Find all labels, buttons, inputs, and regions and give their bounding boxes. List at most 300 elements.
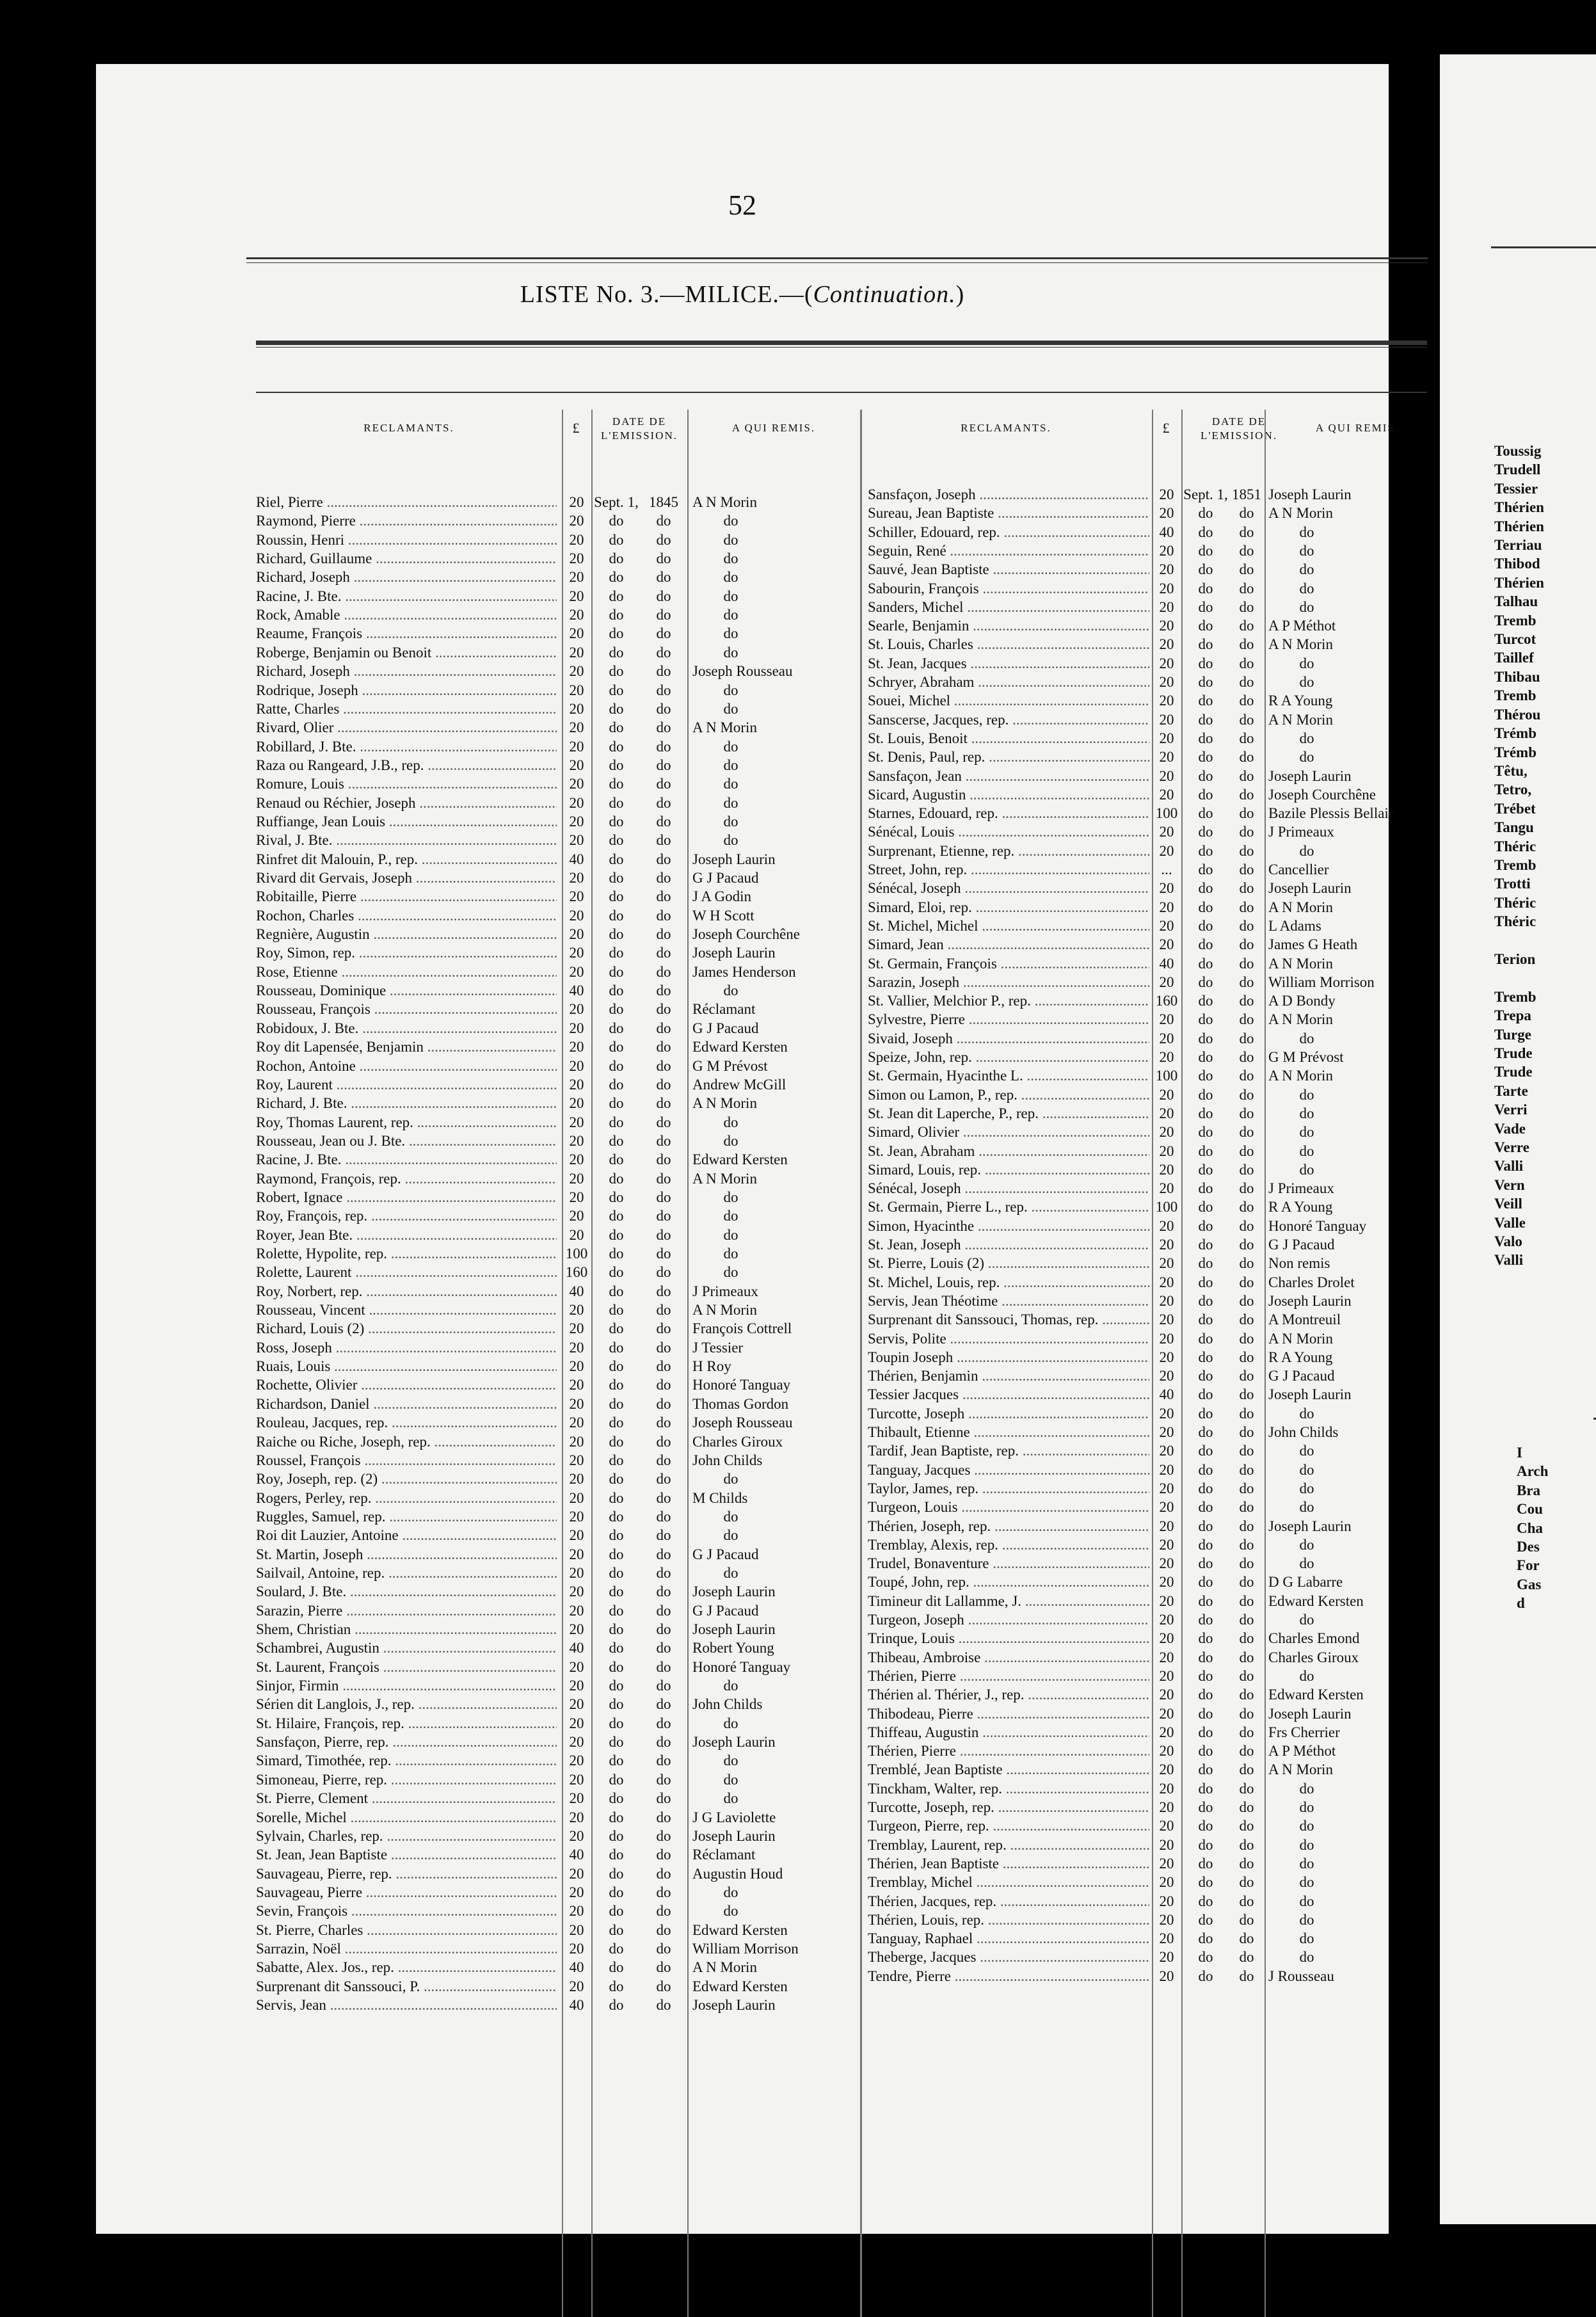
issue-year: do (1239, 1349, 1254, 1365)
issue-year: do (1239, 1368, 1254, 1384)
amount-pounds: 20 (569, 1903, 584, 1920)
issue-year: do (1239, 1536, 1254, 1553)
remitted-to: do (723, 625, 738, 642)
issue-date: do (609, 907, 624, 924)
amount-pounds: 20 (1159, 655, 1174, 671)
issue-date: do (1198, 1930, 1213, 1947)
issue-year: do (656, 1752, 671, 1769)
amount-pounds: 20 (569, 700, 584, 717)
issue-date: do (609, 1471, 624, 1487)
issue-year: do (1239, 524, 1254, 540)
claimant-name: Sauvageau, Pierre, rep. ..... (256, 1864, 557, 1883)
remitted-to: Réclamant (692, 1001, 756, 1018)
amount-pounds: 20 (1159, 1499, 1174, 1516)
issue-date: do (1198, 1030, 1213, 1046)
issue-year: do (656, 1602, 671, 1619)
side-list-item: Thérou (1494, 706, 1541, 723)
side-list-item: Tremb (1494, 856, 1536, 873)
issue-year: do (1239, 1724, 1254, 1740)
issue-year: do (1239, 1480, 1254, 1496)
issue-date: do (1198, 1499, 1213, 1516)
amount-pounds: 40 (569, 1847, 584, 1863)
claimant-name: Sanscerse, Jacques, rep. ..... (868, 710, 1149, 729)
claimant-name: St. Pierre, Louis (2) ..... (868, 1254, 1149, 1272)
claimant-name: Surprenant, Etienne, rep. ..... (868, 842, 1149, 860)
amount-pounds: 20 (569, 1865, 584, 1882)
amount-pounds: 20 (1159, 1836, 1174, 1853)
issue-date: do (609, 1771, 624, 1788)
issue-date: do (609, 719, 624, 736)
amount-pounds: 20 (1159, 1555, 1174, 1572)
issue-date: do (1198, 1292, 1213, 1309)
issue-year: do (656, 1527, 671, 1544)
issue-year: do (656, 569, 671, 586)
side-list-item: Valli (1494, 1252, 1524, 1269)
issue-date: do (1198, 693, 1213, 709)
issue-date: do (609, 1903, 624, 1920)
side-list-item: Têtu, (1494, 762, 1528, 779)
table-row (256, 1217, 1421, 1235)
issue-date: do (609, 1997, 624, 2013)
table-row (256, 1667, 1421, 1685)
amount-pounds: 20 (569, 1471, 584, 1487)
amount-pounds: 20 (1159, 1368, 1174, 1384)
issue-date: do (609, 569, 624, 586)
amount-pounds: 20 (569, 1527, 584, 1544)
amount-pounds: 20 (1159, 1893, 1174, 1909)
claimant-name: Ruais, Louis ..... (256, 1357, 557, 1375)
issue-date: do (609, 682, 624, 698)
amount-pounds: 20 (1159, 542, 1174, 559)
side-list-item: Théric (1494, 894, 1536, 911)
remitted-to: Charles Drolet (1268, 1274, 1355, 1290)
table-row (256, 729, 1421, 748)
remitted-to: H Roy (692, 1358, 731, 1375)
remitted-to: A N Morin (1268, 899, 1333, 915)
issue-year: do (656, 1471, 671, 1487)
issue-date: do (1198, 1386, 1213, 1403)
claimant-name: Thibeau, Ambroise ..... (868, 1648, 1149, 1667)
table-row (256, 822, 1421, 841)
issue-year: do (656, 700, 671, 717)
amount-pounds: 20 (569, 1057, 584, 1074)
remitted-to: do (723, 1114, 738, 1130)
issue-date: do (609, 1095, 624, 1112)
remitted-to: A N Morin (692, 1302, 757, 1319)
claimant-name: Thérien, Pierre ..... (868, 1667, 1149, 1685)
issue-year: do (1239, 1612, 1254, 1628)
table-row (256, 1066, 1421, 1085)
remitted-to: do (723, 757, 738, 773)
header-pound-left: £ (572, 420, 581, 436)
header-reclamants-left: RECLAMANTS. (363, 422, 454, 434)
amount-pounds: 20 (569, 1452, 584, 1468)
claimant-name: Turgeon, Joseph ..... (868, 1610, 1149, 1629)
issue-date: do (609, 625, 624, 642)
claimant-name: Sabourin, François ..... (868, 579, 1149, 598)
issue-year: do (656, 1489, 671, 1506)
issue-year: do (656, 1658, 671, 1675)
remitted-to: do (723, 1771, 738, 1788)
table-row (256, 1142, 1421, 1160)
issue-year: do (656, 776, 671, 792)
remitted-to: do (1299, 1105, 1314, 1121)
amount-pounds: 20 (1159, 1780, 1174, 1797)
claimant-name: Sivaid, Joseph ..... (868, 1029, 1149, 1048)
claimant-name: Tanguay, Raphael ..... (868, 1929, 1149, 1948)
side-bottom-item: Arch (1517, 1463, 1549, 1480)
table-row (256, 1592, 1421, 1610)
claimant-name: Sansfaçon, Joseph ..... (868, 485, 1149, 504)
side-list-item: Tessier (1494, 480, 1538, 497)
side-list-item: Trémb (1494, 725, 1537, 742)
remitted-to: do (723, 513, 738, 529)
amount-pounds: 20 (569, 1583, 584, 1600)
table-row (256, 1198, 1421, 1216)
claimant-name: St. Denis, Paul, rep. ..... (868, 748, 1149, 766)
remitted-to: G M Prévost (1268, 1049, 1344, 1065)
claimant-name: Raiche ou Riche, Joseph, rep. ..... (256, 1432, 557, 1451)
issue-date: do (1198, 1330, 1213, 1347)
amount-pounds: 20 (1159, 1705, 1174, 1722)
header-remis-right: A QUI REMIS. (1315, 422, 1400, 434)
issue-year: do (1239, 542, 1254, 559)
issue-year: do (1239, 786, 1254, 803)
issue-date: do (609, 531, 624, 548)
claimant-name: Sauvageau, Pierre ..... (256, 1883, 557, 1902)
remitted-to: do (1299, 1161, 1314, 1178)
claimant-name: Robert, Ignace ..... (256, 1188, 557, 1207)
remitted-to: do (723, 776, 738, 792)
table-row (256, 1479, 1421, 1498)
amount-pounds: 20 (1159, 1311, 1174, 1328)
issue-date: do (1198, 1687, 1213, 1703)
amount-pounds: 20 (569, 1940, 584, 1957)
claimant-name: St. Michel, Louis, rep. ..... (868, 1273, 1149, 1292)
claimant-name: Rivard, Olier ..... (256, 718, 557, 737)
amount-pounds: 40 (569, 1997, 584, 2013)
table-row (256, 598, 1421, 616)
issue-date: do (1198, 711, 1213, 728)
table-row (256, 1123, 1421, 1141)
claimant-name: St. Jean dit Laperche, P., rep. ..... (868, 1104, 1149, 1123)
side-list-item: Valo (1494, 1233, 1522, 1250)
issue-date: do (609, 1151, 624, 1168)
amount-pounds: 20 (569, 1715, 584, 1731)
claimant-name: Servis, Jean Théotime ..... (868, 1292, 1149, 1310)
side-bottom-list (1517, 1443, 1548, 1613)
remitted-to: J Primeaux (1268, 1180, 1334, 1197)
remitted-to: A N Morin (692, 1170, 757, 1187)
table-row (256, 1329, 1421, 1348)
issue-year: do (1239, 1705, 1254, 1722)
remitted-to: Augustin Houd (692, 1865, 783, 1882)
table-row (256, 879, 1421, 897)
page-title (96, 280, 1389, 309)
amount-pounds: 20 (569, 550, 584, 567)
table-row (256, 1385, 1421, 1404)
remitted-to: Edward Kersten (692, 1039, 788, 1055)
issue-year: do (1239, 1461, 1254, 1478)
claimant-name: Trinque, Louis ..... (868, 1629, 1149, 1648)
remitted-to: do (1299, 842, 1314, 859)
remitted-to: Joseph Rousseau (692, 1415, 793, 1431)
claimant-name: Street, John, rep. ..... (868, 860, 1149, 879)
remitted-to: Andrew McGill (692, 1076, 786, 1093)
issue-date: do (1198, 1574, 1213, 1591)
claimant-name: St. Martin, Joseph ..... (256, 1545, 557, 1564)
issue-year: do (1239, 693, 1254, 709)
claimant-name: Turgeon, Pierre, rep. ..... (868, 1816, 1149, 1835)
issue-year: 1845 (649, 494, 678, 510)
issue-year: do (656, 1170, 671, 1187)
claimant-name: Soulard, J. Bte. ..... (256, 1582, 557, 1601)
amount-pounds: 20 (569, 1546, 584, 1562)
claimant-name: Toupin Joseph ..... (868, 1348, 1149, 1367)
issue-date: do (609, 888, 624, 905)
amount-pounds: 20 (1159, 1349, 1174, 1365)
claimant-name: Turcotte, Joseph, rep. ..... (868, 1798, 1149, 1816)
remitted-to: do (1299, 1030, 1314, 1046)
adjacent-page-fragment (1440, 54, 1596, 2224)
claimant-name: Turcotte, Joseph ..... (868, 1404, 1149, 1423)
amount-pounds: 40 (569, 1283, 584, 1299)
table-row (256, 1873, 1421, 1891)
table-row (256, 1029, 1421, 1048)
issue-date: do (1198, 1836, 1213, 1853)
issue-year: do (1239, 1743, 1254, 1760)
remitted-to: do (1299, 1461, 1314, 1478)
issue-date: do (609, 1001, 624, 1018)
issue-year: do (656, 1114, 671, 1130)
issue-date: do (1198, 505, 1213, 522)
amount-pounds: 20 (569, 1020, 584, 1036)
issue-date: do (609, 1189, 624, 1205)
issue-year: do (656, 1621, 671, 1637)
claimant-name: Surprenant dit Sanssouci, Thomas, rep. ..... (868, 1310, 1149, 1329)
issue-date: do (609, 1809, 624, 1825)
table-row (256, 1948, 1421, 1966)
remitted-to: Honoré Tanguay (692, 1658, 791, 1675)
issue-year: do (656, 1959, 671, 1976)
table-row (256, 767, 1421, 785)
issue-year: do (1239, 767, 1254, 784)
claimant-name: Rodrique, Joseph ..... (256, 681, 557, 700)
title-end: ) (955, 281, 965, 308)
issue-date: do (1198, 1105, 1213, 1121)
issue-year: do (1239, 1011, 1254, 1028)
remitted-to: John Childs (1268, 1424, 1339, 1440)
table-row (256, 1441, 1421, 1460)
issue-date: do (1198, 1255, 1213, 1272)
table-row (256, 1760, 1421, 1779)
remitted-to: Joseph Courchêne (1268, 786, 1376, 803)
issue-date: do (609, 1978, 624, 1994)
amount-pounds: 20 (569, 1302, 584, 1319)
remitted-to: Joseph Laurin (692, 945, 776, 961)
amount-pounds: 20 (1159, 1086, 1174, 1103)
side-rule (1491, 246, 1596, 248)
table-row (256, 1742, 1421, 1760)
issue-date: do (1198, 1743, 1213, 1760)
issue-year: do (1239, 1030, 1254, 1046)
issue-year: do (1239, 711, 1254, 728)
remitted-to: Thomas Gordon (692, 1395, 789, 1412)
remitted-to: John Childs (692, 1452, 763, 1468)
issue-year: do (656, 1208, 671, 1224)
issue-date: do (609, 738, 624, 755)
remitted-to: do (723, 832, 738, 849)
issue-date: do (609, 1527, 624, 1544)
remitted-to: do (1299, 1142, 1314, 1159)
issue-year: do (656, 963, 671, 980)
table-row (256, 785, 1421, 804)
issue-year: do (1239, 636, 1254, 653)
amount-pounds: 20 (1159, 880, 1174, 897)
issue-year: do (656, 644, 671, 661)
remitted-to: A N Morin (692, 494, 757, 510)
issue-year: do (656, 1189, 671, 1205)
claimant-name: Tendre, Pierre ..... (868, 1967, 1149, 1985)
amount-pounds: 20 (569, 945, 584, 961)
remitted-to: J Primeaux (692, 1283, 758, 1299)
remitted-to: do (723, 644, 738, 661)
remitted-to: do (723, 738, 738, 755)
issue-year: do (656, 832, 671, 849)
issue-date: do (609, 1377, 624, 1393)
amount-pounds: 20 (569, 1489, 584, 1506)
remitted-to: do (723, 550, 738, 567)
remitted-to: A P Méthot (1268, 618, 1336, 634)
claimant-name: Tremblé, Jean Baptiste ..... (868, 1760, 1149, 1779)
side-list-item: Tangu (1494, 819, 1534, 836)
amount-pounds: 160 (565, 1264, 588, 1281)
remitted-to: do (723, 1508, 738, 1525)
claimant-name: Rousseau, Vincent ..... (256, 1301, 557, 1319)
side-list-item: Trémb (1494, 744, 1537, 760)
remitted-to: do (723, 1132, 738, 1149)
remitted-to: do (1299, 1086, 1314, 1103)
issue-date: do (609, 851, 624, 867)
amount-pounds: 20 (1159, 1612, 1174, 1628)
amount-pounds: 20 (1159, 1743, 1174, 1760)
side-list-item: Théric (1494, 838, 1536, 854)
table-row (256, 635, 1421, 653)
issue-date: do (609, 1320, 624, 1337)
issue-year: do (1239, 1499, 1254, 1516)
side-list-item: Thérien (1494, 574, 1544, 591)
issue-date: do (1198, 655, 1213, 671)
remitted-to: do (723, 1264, 738, 1281)
issue-year: do (1239, 936, 1254, 953)
issue-year: do (1239, 1911, 1254, 1928)
remitted-to: Joseph Rousseau (692, 663, 793, 680)
claimant-name: Roussel, François ..... (256, 1451, 557, 1470)
issue-date: do (1198, 1949, 1213, 1966)
amount-pounds: 20 (1159, 1667, 1174, 1684)
issue-date: do (1198, 1855, 1213, 1872)
issue-date: do (1198, 598, 1213, 615)
amount-pounds: 20 (569, 1433, 584, 1450)
amount-pounds: 20 (1159, 598, 1174, 615)
claimant-name: St. Pierre, Clement ..... (256, 1789, 557, 1808)
issue-year: do (656, 513, 671, 529)
claimant-name: Sansfaçon, Jean ..... (868, 767, 1149, 785)
issue-date: do (609, 757, 624, 773)
issue-date: do (1198, 636, 1213, 653)
remitted-to: Joseph Laurin (1268, 880, 1352, 897)
amount-pounds: 20 (1159, 505, 1174, 522)
title-main: LISTE No. 3.—MILICE.—( (520, 281, 813, 308)
claimant-name: Sylvestre, Pierre ..... (868, 1010, 1149, 1029)
issue-date: do (609, 1020, 624, 1036)
table-row (256, 1685, 1421, 1704)
claimant-name: Robidoux, J. Bte. ..... (256, 1019, 557, 1038)
remitted-to: J Tessier (692, 1339, 744, 1356)
issue-year: do (1239, 917, 1254, 934)
amount-pounds: 100 (1155, 1068, 1178, 1084)
issue-date: do (609, 1076, 624, 1093)
table-row (256, 1498, 1421, 1516)
amount-pounds: 20 (1159, 1724, 1174, 1740)
issue-year: do (656, 550, 671, 567)
remitted-to: do (1299, 749, 1314, 766)
issue-year: do (1239, 842, 1254, 859)
amount-pounds: 20 (569, 494, 584, 510)
table-row (256, 1967, 1421, 1985)
side-list-item: Trébet (1494, 800, 1536, 817)
issue-date: do (1198, 1705, 1213, 1722)
issue-date: do (609, 794, 624, 811)
issue-date: do (1198, 1780, 1213, 1797)
remitted-to: J A Godin (692, 888, 752, 905)
issue-date: do (1198, 899, 1213, 915)
table-row (256, 1779, 1421, 1798)
issue-year: do (656, 682, 671, 698)
claimant-name: Sénécal, Joseph ..... (868, 879, 1149, 897)
remitted-to: do (1299, 524, 1314, 540)
issue-year: do (656, 813, 671, 830)
remitted-to: Edward Kersten (692, 1978, 788, 1994)
remitted-to: do (1299, 1874, 1314, 1891)
issue-year: do (656, 1246, 671, 1262)
table-row (256, 579, 1421, 598)
claimant-name: Sureau, Jean Baptiste ..... (868, 504, 1149, 522)
claimant-name: Simard, Jean ..... (868, 935, 1149, 954)
issue-year: do (1239, 505, 1254, 522)
issue-year: do (656, 870, 671, 886)
claimant-name: Riel, Pierre ..... (256, 493, 557, 511)
side-list-item: Verri (1494, 1102, 1528, 1118)
side-list-item: Vern (1494, 1176, 1525, 1193)
issue-date: do (1198, 1405, 1213, 1422)
issue-year: do (1239, 1930, 1254, 1947)
table-row (256, 1292, 1421, 1310)
issue-year: do (1239, 955, 1254, 972)
table-row (256, 673, 1421, 691)
amount-pounds: 40 (569, 1959, 584, 1976)
issue-year: do (1239, 580, 1254, 597)
header-bottom-rule (256, 392, 1427, 393)
issue-year: do (656, 982, 671, 999)
remitted-to: do (723, 982, 738, 999)
claimant-name: Thérien, Jacques, rep. ..... (868, 1892, 1149, 1911)
issue-year: do (656, 1978, 671, 1994)
issue-year: do (656, 1415, 671, 1431)
issue-date: do (1198, 1799, 1213, 1815)
remitted-to: J Rousseau (1268, 1968, 1334, 1984)
claimant-name: Roy, Joseph, rep. (2) ..... (256, 1470, 557, 1488)
